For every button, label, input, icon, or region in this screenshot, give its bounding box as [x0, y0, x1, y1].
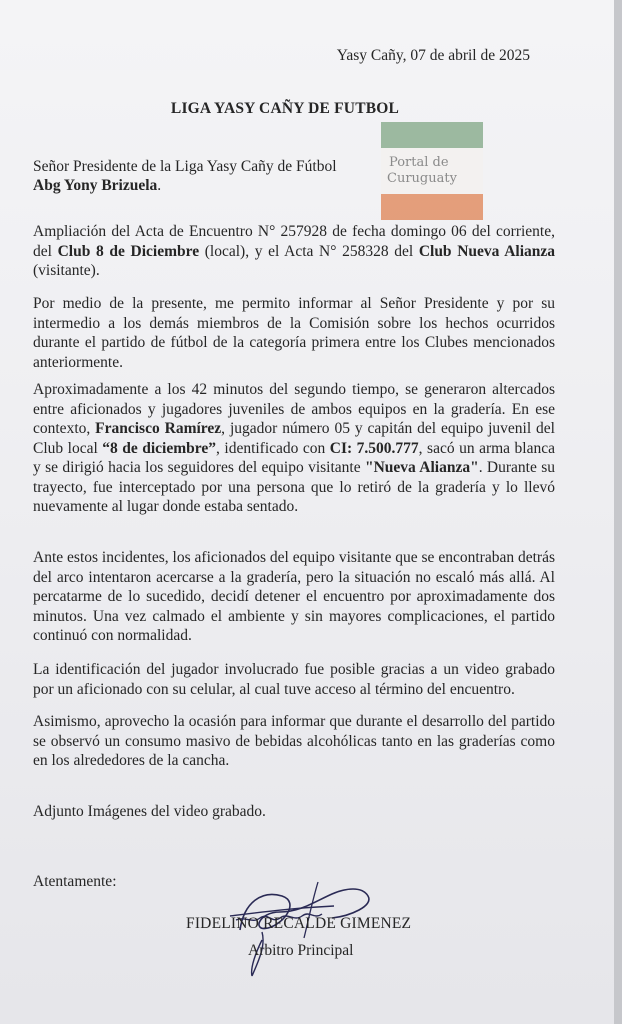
paragraph-1 [33, 222, 555, 281]
paragraph-6: Asimismo, aprovecho la ocasión para informar que durante el desarrollo del partido se observó un consumo masivo de bebidas alcohólicas tanto en las graderías como en los alrededores de la cancha. [33, 713, 555, 769]
p3-text-g: , sacó un arma blanca y se dirigió hacia los seguidores del equipo visitante [33, 439, 555, 476]
p3-player-ci: CI: 7.500.777 [329, 439, 419, 457]
p3-text-i: . Durante su trayecto, fue interceptado por una persona que lo retiró de la gradería y lo llevó nuevamente al lugar donde estaba sentado. [33, 459, 555, 515]
p3-text-c: , jugador número 05 y capitán del equipo juvenil del Club local [33, 420, 555, 457]
recipient-name: Abg Yony Brizuela [33, 177, 158, 194]
p1-text-c: (local), y el Acta N° 258328 del [199, 242, 419, 260]
p1-club-local: Club 8 de Diciembre [57, 242, 200, 260]
watermark-text-2: Curuguaty [387, 171, 457, 186]
p3-text-a: Aproximadamente a los 42 minutos del segundo tiempo, se generaron altercados entre aficionados y jugadores juveniles de ambos equipos en la gradería. En ese contexto, [33, 381, 555, 437]
letter-title: LIGA YASY CAÑY DE FUTBOL [170, 100, 400, 117]
paragraph-5: La identificación del jugador involucrado fue posible gracias a un video grabado por un aficionado con su celular, al cual tuve acceso al término del encuentro. [33, 661, 555, 698]
watermark-text-1: Portal de [389, 155, 449, 170]
signer-name: FIDELINO RECALDE GIMENEZ [186, 915, 412, 932]
p3-text-e: , identificado con [216, 439, 330, 457]
signer-role: Arbitro Principal [248, 942, 354, 959]
page-edge [614, 0, 622, 1024]
portal-curuguaty-watermark-logo [381, 122, 483, 220]
paragraph-7: Adjunto Imágenes del video grabado. [33, 803, 266, 820]
p3-club-visitor: "Nueva Alianza" [364, 459, 479, 476]
letter-date: Yasy Cañy, 07 de abril de 2025 [336, 47, 530, 64]
p1-text-a: Ampliación del Acta de Encuentro N° 257928 de fecha domingo 06 del corriente, del [33, 223, 555, 260]
closing-salutation: Atentamente: [33, 873, 117, 890]
paragraph-3 [33, 380, 555, 517]
recipient-line: Señor Presidente de la Liga Yasy Cañy de Fútbol [33, 158, 337, 175]
p1-text-e: (visitante). [33, 262, 100, 279]
paragraph-2: Por medio de la presente, me permito informar al Señor Presidente y por su intermedio a los demás miembros de la Comisión sobre los hechos ocurridos durante el partido de fútbol de la categoría primera entre los Clubes mencionados anteriormente. [33, 295, 555, 371]
p1-club-visitor: Club Nueva Alianza [418, 242, 555, 260]
paragraph-4: Ante estos incidentes, los aficionados del equipo visitante que se encontraban detrás del arco intentaron acercarse a la gradería, pero la situación no escaló más allá. Al percatarme de lo sucedido, decidí detener el encuentro por aproximadamente dos minutos. Una vez calmado el ambiente y sin mayores complicaciones, el partido continuó con normalidad. [33, 549, 555, 644]
p3-club-local: “8 de diciembre” [102, 439, 217, 457]
p3-player-name: Francisco Ramírez [95, 420, 222, 437]
recipient-block: Señor Presidente de la Liga Yasy Cañy de Fútbol Abg Yony Brizuela. [33, 158, 337, 194]
